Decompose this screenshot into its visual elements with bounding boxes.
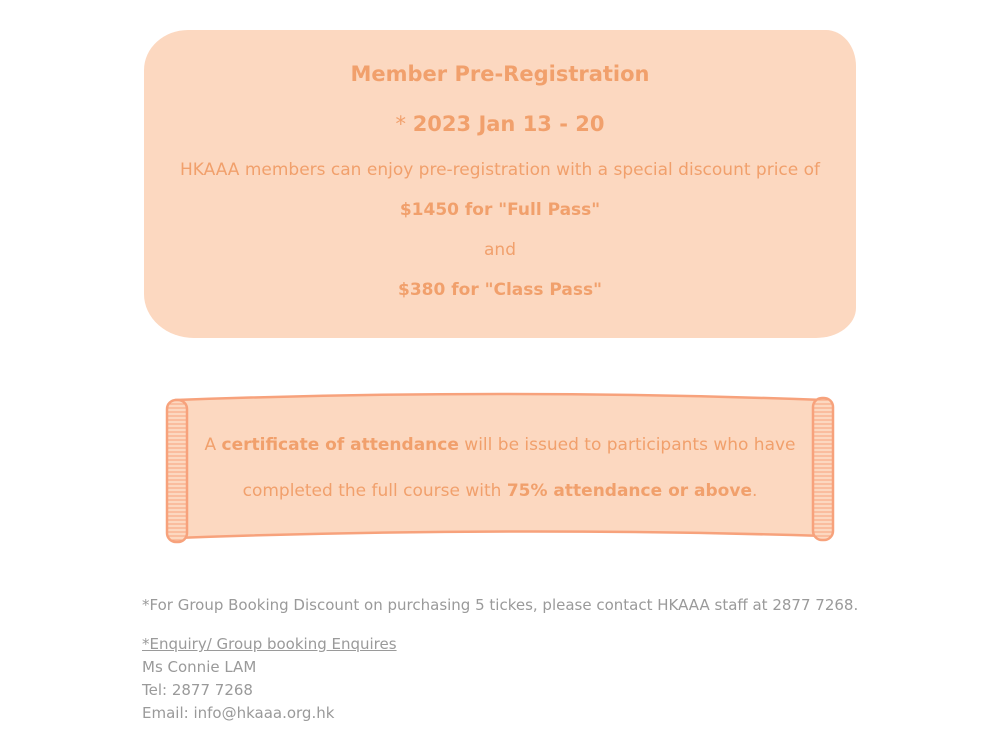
contact-email: Email: info@hkaaa.org.hk — [142, 704, 335, 722]
enquiry-link[interactable]: *Enquiry/ Group booking Enquires — [142, 635, 397, 653]
contact-block — [142, 633, 397, 725]
group-discount-note: *For Group Booking Discount on purchasing 5 tickes, please contact HKAAA staff at 2877 7268. — [142, 596, 859, 614]
certificate-banner — [162, 390, 838, 548]
cert-text-1: A — [204, 435, 222, 455]
cert-text-2: will be issued to participants who have completed the full course with — [242, 435, 796, 501]
cert-text-3: . — [751, 481, 758, 501]
registration-title: Member Pre-Registration — [350, 62, 650, 86]
cert-bold-1: certificate of attendance — [221, 435, 459, 455]
certificate-text — [192, 422, 808, 514]
full-pass-price: $1450 for "Full Pass" — [399, 200, 601, 220]
dates-value: 2023 Jan 13 - 20 — [412, 112, 605, 136]
registration-description: HKAAA members can enjoy pre-registration with a special discount price of — [179, 160, 821, 180]
cert-bold-2: 75% attendance or above — [506, 481, 752, 501]
contact-tel: Tel: 2877 7268 — [142, 681, 253, 699]
left-scroll-roll — [167, 400, 187, 542]
registration-dates — [144, 112, 856, 136]
contact-name: Ms Connie LAM — [142, 658, 257, 676]
pre-registration-panel — [144, 30, 856, 338]
and-text: and — [484, 240, 516, 260]
dates-prefix: * — [395, 112, 413, 136]
class-pass-price: $380 for "Class Pass" — [398, 280, 602, 300]
right-scroll-roll — [813, 398, 833, 540]
